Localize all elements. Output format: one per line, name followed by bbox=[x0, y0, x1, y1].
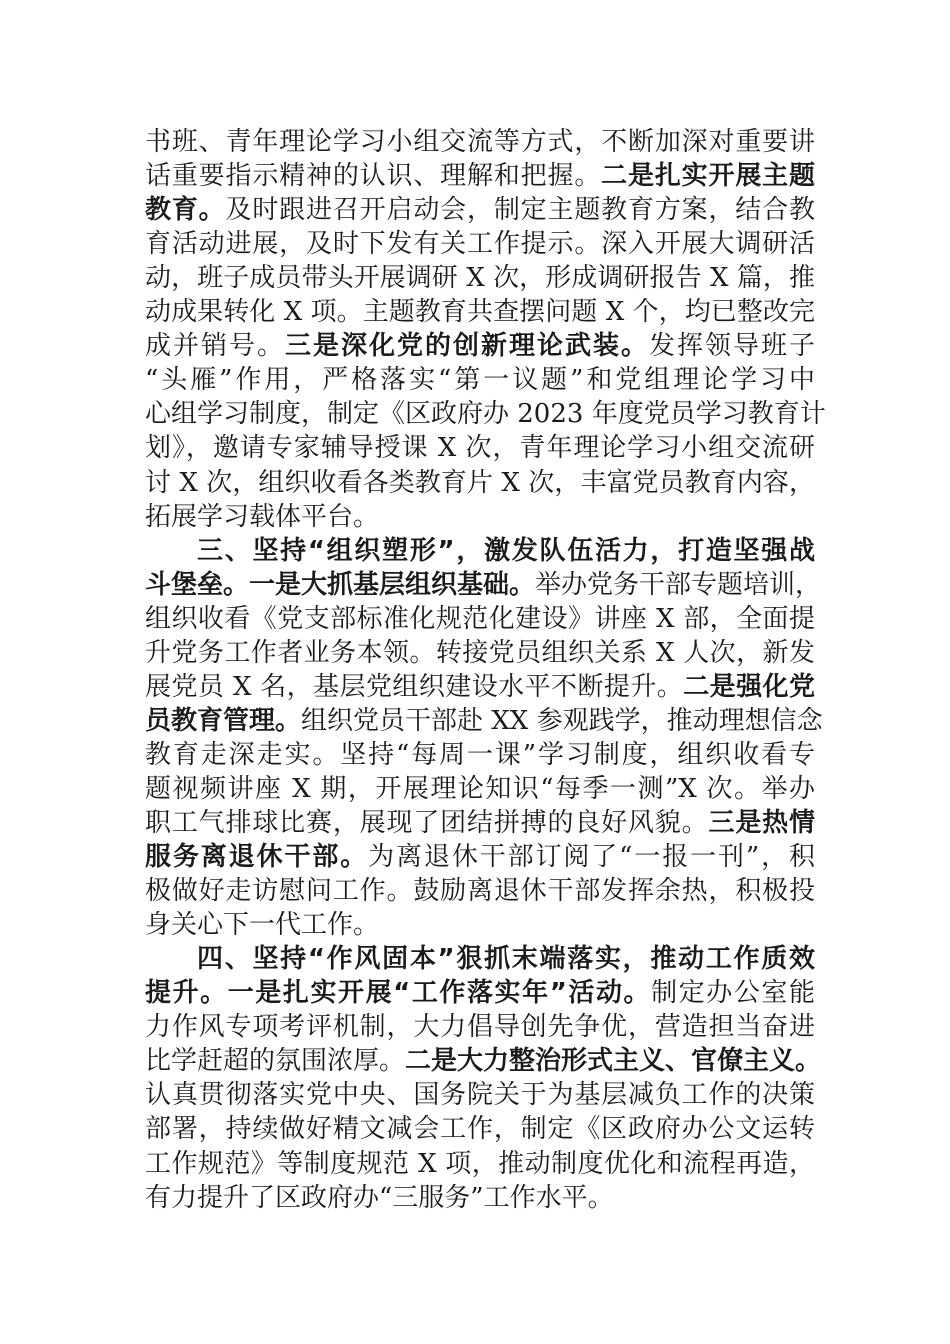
text-line bbox=[145, 227, 815, 261]
text-line bbox=[145, 636, 815, 670]
text-segment: 比学赶超的氛围浓厚。 bbox=[145, 1046, 406, 1076]
text-line bbox=[145, 840, 815, 874]
text-segment: 成并销号。 bbox=[145, 331, 285, 361]
text-segment: 职工气排球比赛，展现了团结拼搏的良好风貌。 bbox=[145, 808, 709, 838]
bold-text-segment: 三是深化党的创新理论武装。 bbox=[285, 331, 649, 361]
text-segment: 举办党务干部专题培训， bbox=[535, 570, 822, 600]
text-line bbox=[145, 363, 815, 397]
bold-text-segment: 四、坚持“作风固本”狠抓末端落实，推动工作质效 bbox=[197, 944, 815, 974]
text-segment: 教育走深走实。坚持“每周一课”学习制度，组织收看专 bbox=[145, 740, 815, 770]
text-line bbox=[145, 329, 815, 363]
text-segment: 制定办公室能 bbox=[651, 978, 815, 1008]
text-line bbox=[145, 1044, 822, 1078]
text-line bbox=[145, 159, 815, 193]
text-segment: 身关心下一代工作。 bbox=[145, 910, 380, 940]
text-line bbox=[145, 908, 815, 942]
text-line bbox=[145, 500, 815, 534]
text-segment: 心组学习制度，制定《区政府办 2023 年度党员学习教育计 bbox=[145, 399, 826, 429]
text-line bbox=[145, 568, 822, 602]
text-segment: 展党员 X 名，基层党组织建设水平不断提升。 bbox=[145, 672, 684, 702]
text-segment: 组织党员干部赴 XX 参观践学，推动理想信念 bbox=[301, 706, 823, 736]
text-line bbox=[145, 193, 815, 227]
text-line bbox=[145, 738, 815, 772]
text-line bbox=[145, 806, 815, 840]
bold-text-segment: 三是热情 bbox=[708, 808, 815, 838]
text-line bbox=[145, 1181, 815, 1215]
text-line bbox=[145, 125, 815, 159]
bold-text-segment: 教育。 bbox=[145, 195, 226, 225]
bold-text-segment: 服务离退休干部。 bbox=[145, 842, 369, 872]
text-segment: 发挥领导班子 bbox=[648, 331, 815, 361]
text-segment: 部署，持续做好精文减会工作，制定《区政府办公文运转 bbox=[145, 1114, 815, 1144]
bold-text-segment: 提升。一是扎实开展“工作落实年”活动。 bbox=[145, 978, 652, 1008]
text-segment: 有力提升了区政府办“三服务”工作水平。 bbox=[145, 1183, 614, 1213]
text-line bbox=[145, 1010, 815, 1044]
text-segment: 动成果转化 X 项。主题教育共查摆问题 X 个，均已整改完 bbox=[145, 297, 815, 327]
text-segment: 话重要指示精神的认识、理解和把握。 bbox=[145, 161, 602, 191]
text-segment: 为离退休干部订阅了“一报一刊”，积 bbox=[368, 842, 815, 872]
text-line bbox=[145, 261, 815, 295]
text-line bbox=[145, 431, 815, 465]
bold-text-segment: 员教育管理。 bbox=[145, 706, 302, 736]
bold-text-segment: 斗堡垒。一是大抓基层组织基础。 bbox=[145, 570, 536, 600]
text-line bbox=[145, 874, 815, 908]
bold-text-segment: 二是强化党 bbox=[683, 672, 815, 702]
text-segment: 工作规范》等制度规范 X 项，推动制度优化和流程再造， bbox=[145, 1149, 815, 1179]
text-segment: 升党务工作者业务本领。转接党员组织关系 X 人次，新发 bbox=[145, 638, 815, 668]
text-line bbox=[145, 704, 823, 738]
text-segment: 组织收看《党支部标准化规范化建设》讲座 X 部，全面提 bbox=[145, 604, 815, 634]
text-segment: 动，班子成员带头开展调研 X 次，形成调研报告 X 篇，推 bbox=[145, 263, 815, 293]
text-segment: 极做好走访慰问工作。鼓励离退休干部发挥余热，积极投 bbox=[145, 876, 815, 906]
text-line bbox=[145, 602, 815, 636]
text-segment: 认真贯彻落实党中央、国务院关于为基层减负工作的决策 bbox=[145, 1080, 815, 1110]
text-line bbox=[145, 772, 815, 806]
text-segment: 力作风专项考评机制，大力倡导创先争优，营造担当奋进 bbox=[145, 1012, 815, 1042]
text-segment: “头雁”作用，严格落实“第一议题”和党组理论学习中 bbox=[145, 365, 815, 395]
text-line bbox=[145, 466, 815, 500]
text-segment: 拓展学习载体平台。 bbox=[145, 502, 380, 532]
text-line bbox=[145, 976, 815, 1010]
text-line bbox=[145, 295, 815, 329]
text-line bbox=[145, 1078, 815, 1112]
text-segment: 书班、青年理论学习小组交流等方式，不断加深对重要讲 bbox=[145, 127, 815, 157]
text-line bbox=[197, 534, 815, 568]
text-line bbox=[145, 397, 826, 431]
bold-text-segment: 三、坚持“组织塑形”，激发队伍活力，打造坚强战 bbox=[197, 536, 815, 566]
text-segment: 划》，邀请专家辅导授课 X 次，青年理论学习小组交流研 bbox=[145, 433, 815, 463]
text-line bbox=[197, 942, 815, 976]
text-segment: 育活动进展，及时下发有关工作提示。深入开展大调研活 bbox=[145, 229, 815, 259]
text-segment: 及时跟进召开启动会，制定主题教育方案，结合教 bbox=[225, 195, 815, 225]
text-segment: 讨 X 次，组织收看各类教育片 X 次，丰富党员教育内容， bbox=[145, 468, 815, 498]
bold-text-segment: 二是扎实开展主题 bbox=[601, 161, 815, 191]
bold-text-segment: 二是大力整治形式主义、官僚主义。 bbox=[405, 1046, 822, 1076]
text-line bbox=[145, 1147, 815, 1181]
text-segment: 题视频讲座 X 期，开展理论知识“每季一测”X 次。举办 bbox=[145, 774, 815, 804]
text-line bbox=[145, 670, 815, 704]
text-line bbox=[145, 1112, 815, 1146]
